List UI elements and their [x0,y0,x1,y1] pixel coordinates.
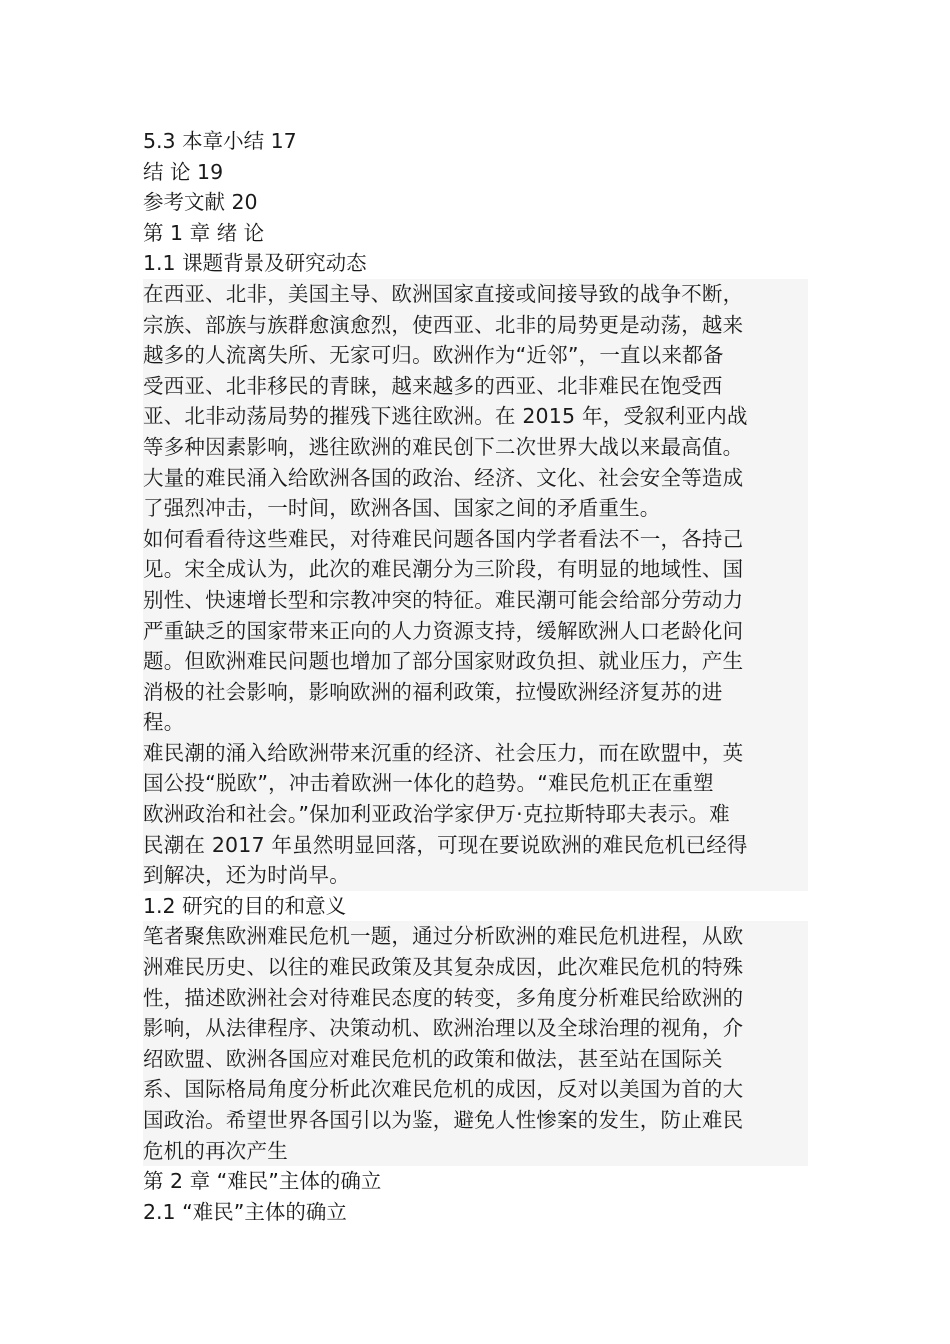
text-line: 危机的再次产生 [143,1136,808,1167]
text-line: 消极的社会影响，影响欧洲的福利政策，拉慢欧洲经济复苏的进 [143,677,808,708]
text-line: 宗族、部族与族群愈演愈烈，使西亚、北非的局势更是动荡，越来 [143,310,808,341]
text-line: 越多的人流离失所、无家可归。欧洲作为“近邻”，一直以来都备 [143,340,808,371]
paragraph-1-2-a [143,921,808,1166]
text-line: 受西亚、北非移民的青睐，越来越多的西亚、北非难民在饱受西 [143,371,808,402]
text-line: 了强烈冲击，一时间，欧洲各国、国家之间的矛盾重生。 [143,493,808,524]
text-line: 亚、北非动荡局势的摧残下逃往欧洲。在 2015 年，受叙利亚内战 [143,401,808,432]
text-line: 绍欧盟、欧洲各国应对难民危机的政策和做法，甚至站在国际关 [143,1044,808,1075]
toc-entry-references: 参考文献 20 [143,190,258,215]
toc-entry-conclusion: 结 论 19 [143,159,224,184]
text-line: 程。 [143,707,808,738]
text-line: 洲难民历史、以往的难民政策及其复杂成因，此次难民危机的特殊 [143,952,808,983]
text-line: 见。宋全成认为，此次的难民潮分为三阶段，有明显的地域性、国 [143,554,808,585]
text-line: 难民潮的涌入给欧洲带来沉重的经济、社会压力，而在欧盟中，英 [143,738,808,769]
text-line: 民潮在 2017 年虽然明显回落，可现在要说欧洲的难民危机已经得 [143,830,808,861]
text-line: 等多种因素影响，逃往欧洲的难民创下二次世界大战以来最高值。 [143,432,808,463]
section-2-1-title: 2.1 “难民”主体的确立 [143,1199,347,1224]
document-page [143,126,808,1227]
text-line: 影响，从法律程序、决策动机、欧洲治理以及全球治理的视角，介 [143,1013,808,1044]
text-line: 国公投“脱欧”，冲击着欧洲一体化的趋势。“难民危机正在重塑 [143,768,808,799]
toc-entry-5-3: 5.3 本章小结 17 [143,129,297,153]
text-line: 如何看看待这些难民，对待难民问题各国内学者看法不一，各持己 [143,524,808,555]
chapter-1-title: 第 1 章 绪 论 [143,220,265,245]
text-line: 欧洲政治和社会。”保加利亚政治学家伊万·克拉斯特耶夫表示。难 [143,799,808,830]
text-line: 性，描述欧洲社会对待难民态度的转变，多角度分析难民给欧洲的 [143,983,808,1014]
chapter-2-title: 第 2 章 “难民”主体的确立 [143,1169,382,1194]
text-line: 题。但欧洲难民问题也增加了部分国家财政负担、就业压力，产生 [143,646,808,677]
text-line: 在西亚、北非，美国主导、欧洲国家直接或间接导致的战争不断， [143,279,808,310]
paragraph-1-1-c [143,738,808,891]
text-line: 别性、快速增长型和宗教冲突的特征。难民潮可能会给部分劳动力 [143,585,808,616]
text-line: 大量的难民涌入给欧洲各国的政治、经济、文化、社会安全等造成 [143,463,808,494]
text-line: 国政治。希望世界各国引以为鉴，避免人性惨案的发生，防止难民 [143,1105,808,1136]
text-line: 到解决，还为时尚早。 [143,860,808,891]
paragraph-1-1-b [143,524,808,738]
section-1-2-title: 1.2 研究的目的和意义 [143,893,347,918]
text-line: 严重缺乏的国家带来正向的人力资源支持，缓解欧洲人口老龄化问 [143,616,808,647]
section-1-1-title: 1.1 课题背景及研究动态 [143,251,367,276]
text-line: 笔者聚焦欧洲难民危机一题，通过分析欧洲的难民危机进程，从欧 [143,921,808,952]
text-line: 系、国际格局角度分析此次难民危机的成因，反对以美国为首的大 [143,1074,808,1105]
paragraph-1-1-a [143,279,808,524]
